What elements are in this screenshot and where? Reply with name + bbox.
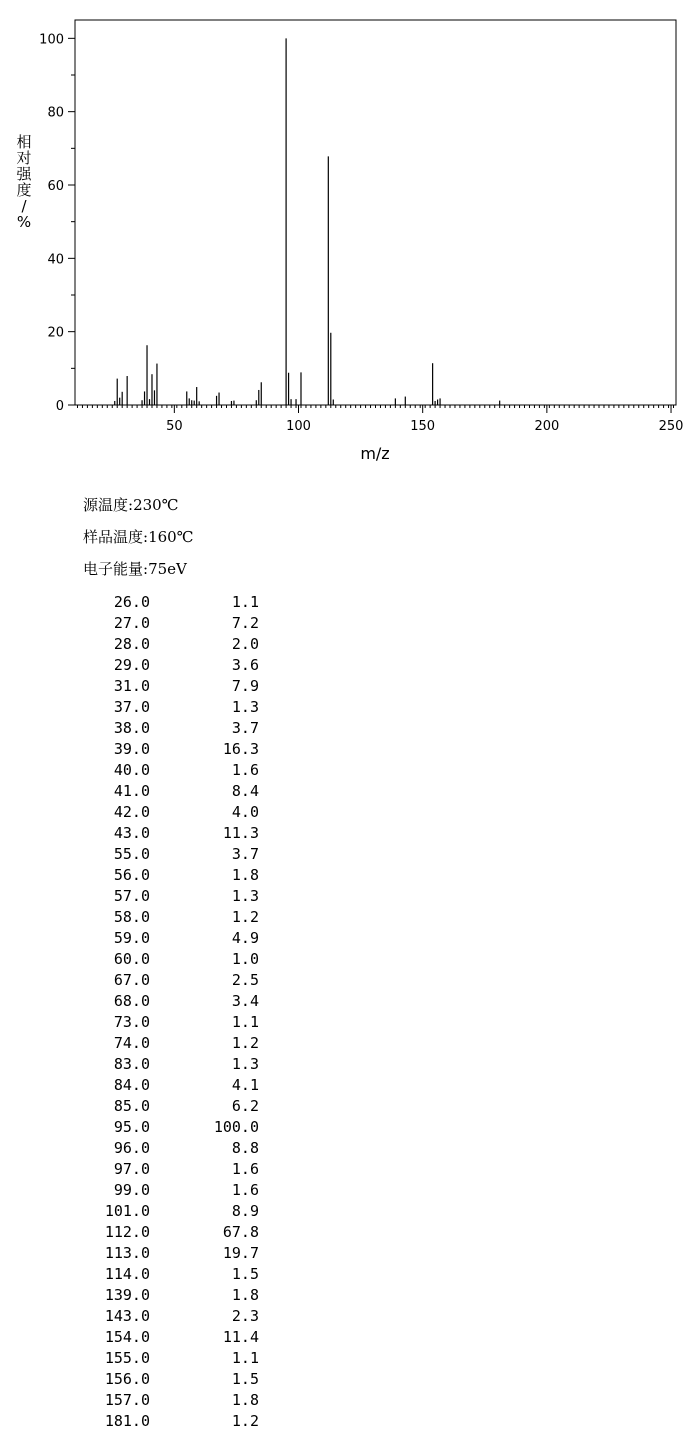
abundance-value: 4.1	[231, 1076, 259, 1094]
abundance-value: 2.5	[231, 971, 259, 989]
table-row	[0, 844, 687, 865]
abundance-value: 1.1	[231, 1013, 259, 1031]
table-row	[0, 970, 687, 991]
abundance-value: 3.7	[231, 845, 259, 863]
abundance-value: 11.4	[222, 1328, 259, 1346]
table-row	[0, 886, 687, 907]
mz-value: 157.0	[104, 1391, 150, 1409]
table-row	[0, 1327, 687, 1348]
mz-value: 38.0	[113, 719, 150, 737]
x-tick-label: 200	[534, 419, 560, 434]
abundance-value: 1.6	[231, 761, 259, 779]
spectrum-peaks	[115, 38, 500, 405]
mz-value: 31.0	[113, 677, 150, 695]
y-axis-label	[16, 133, 32, 231]
abundance-value: 3.4	[231, 992, 259, 1010]
abundance-value: 100.0	[213, 1118, 259, 1136]
electron-energy-value: 75eV	[148, 560, 187, 578]
y-axis-ticks	[39, 32, 75, 414]
source-temperature-value: 230℃	[133, 496, 179, 514]
abundance-value: 1.3	[231, 887, 259, 905]
source-temperature-label: 源温度:	[83, 496, 134, 514]
mz-value: 113.0	[104, 1244, 150, 1262]
abundance-value: 1.5	[231, 1265, 259, 1283]
mz-value: 96.0	[113, 1139, 150, 1157]
abundance-value: 2.3	[231, 1307, 259, 1325]
abundance-value: 1.2	[231, 1412, 259, 1430]
table-row	[0, 739, 687, 760]
abundance-value: 1.6	[231, 1160, 259, 1178]
sample-temperature	[83, 528, 193, 546]
abundance-value: 7.9	[231, 677, 259, 695]
table-row	[0, 865, 687, 886]
abundance-value: 1.3	[231, 1055, 259, 1073]
table-row	[0, 781, 687, 802]
x-axis-label: m/z	[360, 444, 390, 463]
abundance-value: 4.9	[231, 929, 259, 947]
mz-value: 40.0	[113, 761, 150, 779]
y-axis-label-char: 相	[16, 133, 32, 151]
abundance-value: 6.2	[231, 1097, 259, 1115]
table-row	[0, 1096, 687, 1117]
sample-temperature-value: 160℃	[148, 528, 194, 546]
mz-value: 37.0	[113, 698, 150, 716]
abundance-value: 67.8	[222, 1223, 259, 1241]
abundance-value: 1.2	[231, 1034, 259, 1052]
y-axis-label-char: 对	[16, 149, 32, 167]
abundance-value: 8.4	[231, 782, 259, 800]
y-axis-label-char: /	[21, 197, 27, 215]
abundance-value: 4.0	[231, 803, 259, 821]
mz-value: 143.0	[104, 1307, 150, 1325]
mz-value: 68.0	[113, 992, 150, 1010]
mz-value: 29.0	[113, 656, 150, 674]
table-row	[0, 634, 687, 655]
abundance-value: 16.3	[222, 740, 259, 758]
table-row	[0, 1033, 687, 1054]
mz-value: 112.0	[104, 1223, 150, 1241]
mz-value: 27.0	[113, 614, 150, 632]
abundance-value: 1.3	[231, 698, 259, 716]
table-row	[0, 1117, 687, 1138]
x-tick-label: 100	[286, 419, 311, 434]
abundance-value: 1.8	[231, 1391, 259, 1409]
mz-value: 60.0	[113, 950, 150, 968]
mz-value: 95.0	[113, 1118, 150, 1136]
mz-value: 156.0	[104, 1370, 150, 1388]
y-axis-label-char: %	[16, 213, 32, 231]
table-row	[0, 592, 687, 613]
table-row	[0, 991, 687, 1012]
abundance-value: 3.7	[231, 719, 259, 737]
source-temperature	[83, 496, 178, 514]
x-tick-label: 250	[658, 419, 684, 434]
abundance-value: 3.6	[231, 656, 259, 674]
table-row	[0, 1180, 687, 1201]
table-row	[0, 655, 687, 676]
table-row	[0, 949, 687, 970]
table-row	[0, 1012, 687, 1033]
table-row	[0, 1306, 687, 1327]
mz-value: 26.0	[113, 593, 150, 611]
x-tick-label: 150	[410, 419, 436, 434]
abundance-value: 8.9	[231, 1202, 259, 1220]
table-row	[0, 697, 687, 718]
mz-value: 41.0	[113, 782, 150, 800]
mz-value: 56.0	[113, 866, 150, 884]
y-tick-label: 20	[47, 325, 64, 341]
mz-value: 114.0	[104, 1265, 150, 1283]
mz-value: 101.0	[104, 1202, 150, 1220]
mz-value: 59.0	[113, 929, 150, 947]
abundance-value: 1.1	[231, 593, 259, 611]
abundance-value: 1.2	[231, 908, 259, 926]
table-row	[0, 1222, 687, 1243]
table-row	[0, 718, 687, 739]
mz-value: 67.0	[113, 971, 150, 989]
mass-spectrum-chart	[0, 0, 687, 470]
mz-value: 39.0	[113, 740, 150, 758]
mz-value: 73.0	[113, 1013, 150, 1031]
peak-list-table	[0, 592, 687, 1432]
abundance-value: 1.6	[231, 1181, 259, 1199]
mz-value: 99.0	[113, 1181, 150, 1199]
abundance-value: 11.3	[222, 824, 259, 842]
y-tick-label: 40	[47, 252, 64, 268]
table-row	[0, 928, 687, 949]
table-row	[0, 1348, 687, 1369]
abundance-value: 1.8	[231, 866, 259, 884]
mz-value: 55.0	[113, 845, 150, 863]
electron-energy-label: 电子能量:	[83, 560, 149, 578]
abundance-value: 7.2	[231, 614, 259, 632]
mz-value: 83.0	[113, 1055, 150, 1073]
mz-value: 155.0	[104, 1349, 150, 1367]
mz-value: 181.0	[104, 1412, 150, 1430]
table-row	[0, 1075, 687, 1096]
abundance-value: 19.7	[222, 1244, 259, 1262]
abundance-value: 1.8	[231, 1286, 259, 1304]
mz-value: 97.0	[113, 1160, 150, 1178]
mz-value: 154.0	[104, 1328, 150, 1346]
table-row	[0, 1201, 687, 1222]
table-row	[0, 760, 687, 781]
table-row	[0, 613, 687, 634]
y-axis-label-char: 度	[16, 181, 32, 199]
table-row	[0, 802, 687, 823]
y-tick-label: 60	[47, 179, 64, 194]
table-row	[0, 1369, 687, 1390]
x-tick-label: 50	[166, 419, 183, 434]
table-row	[0, 676, 687, 697]
abundance-value: 1.1	[231, 1349, 259, 1367]
y-tick-label: 80	[47, 105, 64, 121]
mz-value: 57.0	[113, 887, 150, 905]
mz-value: 43.0	[113, 824, 150, 842]
table-row	[0, 1411, 687, 1432]
mz-value: 84.0	[113, 1076, 150, 1094]
table-row	[0, 1285, 687, 1306]
x-axis-ticks	[77, 405, 683, 434]
table-row	[0, 1264, 687, 1285]
sample-temperature-label: 样品温度:	[83, 528, 149, 546]
y-axis-label-char: 强	[16, 165, 32, 183]
y-tick-label: 100	[39, 32, 64, 48]
table-row	[0, 907, 687, 928]
table-row	[0, 1243, 687, 1264]
electron-energy	[83, 560, 187, 578]
table-row	[0, 1390, 687, 1411]
abundance-value: 1.5	[231, 1370, 259, 1388]
abundance-value: 1.0	[231, 950, 259, 968]
mz-value: 58.0	[113, 908, 150, 926]
plot-frame	[75, 20, 676, 405]
y-tick-label: 0	[55, 399, 64, 414]
mz-value: 42.0	[113, 803, 150, 821]
abundance-value: 2.0	[231, 635, 259, 653]
table-row	[0, 1159, 687, 1180]
mz-value: 74.0	[113, 1034, 150, 1052]
table-row	[0, 1054, 687, 1075]
mz-value: 139.0	[104, 1286, 150, 1304]
table-row	[0, 823, 687, 844]
mz-value: 85.0	[113, 1097, 150, 1115]
table-row	[0, 1138, 687, 1159]
abundance-value: 8.8	[231, 1139, 259, 1157]
mz-value: 28.0	[113, 635, 150, 653]
